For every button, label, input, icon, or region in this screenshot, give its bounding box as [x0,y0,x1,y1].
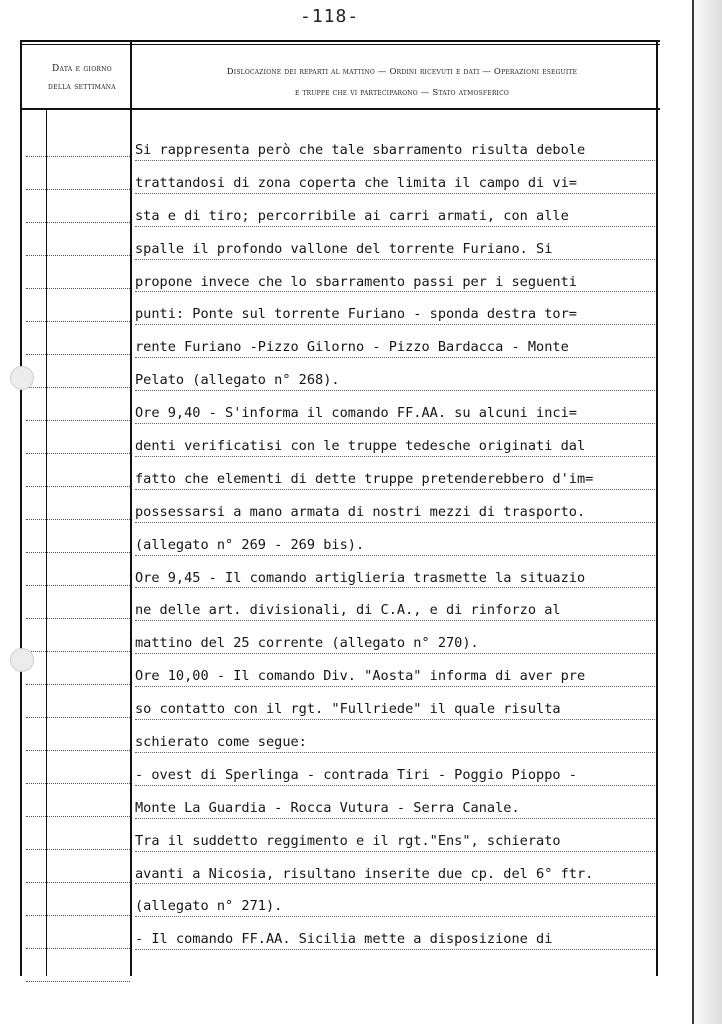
text-line-content: sta e di tiro; percorribile ai carri armati, con alle [135,207,569,224]
text-line-content: possessarsi a mano armata di nostri mezzi di trasporto. [135,503,586,520]
text-line-content: Tra il suddetto reggimento e il rgt."Ens", schierato [135,832,561,849]
text-line-content: ne delle art. divisionali, di C.A., e di rinforzo al [135,602,561,619]
text-line [135,693,655,726]
left-column-rule [26,882,130,883]
text-line [135,660,655,693]
text-line-content: trattandosi di zona coperta che limita il campo di vi= [135,174,577,191]
text-line [135,167,655,200]
text-line [135,331,655,364]
left-column-rule [26,354,130,355]
text-line [135,430,655,463]
text-line [135,463,655,496]
text-line [135,529,655,562]
left-column-rule [26,321,130,322]
left-column-rule [26,783,130,784]
text-line-content: Pelato (allegato n° 268). [135,372,340,389]
left-column-rule [26,948,130,949]
text-line [135,266,655,299]
left-column-rule [26,684,130,685]
left-column-rule [26,849,130,850]
left-column-rule [26,387,130,388]
left-column-rule [26,288,130,289]
frame-top-border [20,40,660,42]
left-column-rule [26,552,130,553]
header-date-line1: Data e giorno [52,64,112,74]
text-line [135,726,655,759]
left-column-rule [26,816,130,817]
text-line [135,200,655,233]
text-line [135,858,655,891]
punch-hole-upper [10,366,34,390]
text-line [135,594,655,627]
text-line [135,890,655,923]
text-line [135,825,655,858]
left-column-rule [26,189,130,190]
text-line-content: - Il comando FF.AA. Sicilia mette a disposizione di [135,931,553,948]
text-line [135,397,655,430]
left-column-rule [26,618,130,619]
left-column-rule [26,519,130,520]
left-column-rule [26,255,130,256]
text-line [135,562,655,595]
header-content-line2: e truppe che vi parteciparono — Stato atmosferico [294,88,510,98]
left-column-rule [26,420,130,421]
text-line-content: Ore 9,45 - Il comando artiglieria trasmette la situazio [135,569,586,586]
page-number: -118- [300,6,360,27]
frame-top-inner-border [20,44,660,45]
column-separator [130,40,132,976]
text-line-content: spalle il profondo vallone del torrente Furiano. Si [135,240,553,257]
text-line [135,298,655,331]
text-line-content: avanti a Nicosia, risultano inserite due cp. del 6° ftr. [135,865,594,882]
left-column-rule [26,585,130,586]
left-column-rule [26,981,130,982]
text-line-content: fatto che elementi di dette truppe pretenderebbero d'im= [135,470,594,487]
text-line-content: so contatto con il rgt. "Fullriede" il quale risulta [135,701,561,718]
left-column-rule [26,222,130,223]
header-date-column [22,60,142,96]
text-line [135,233,655,266]
header-content-column [150,62,654,104]
header-separator [20,108,660,110]
left-column-rule [26,651,130,652]
page-edge-line [692,0,694,1024]
left-column-rule [26,486,130,487]
text-line-content: - ovest di Sperlinga - contrada Tiri - Poggio Pioppo - [135,766,577,783]
text-line [135,627,655,660]
left-column-rule [26,156,130,157]
body-text [135,134,655,956]
left-column-rule [26,717,130,718]
left-column-rule [26,453,130,454]
text-line-content: punti: Ponte sul torrente Furiano - sponda destra tor= [135,306,577,323]
text-line [135,759,655,792]
left-column-rules [26,156,130,976]
text-line-content: mattino del 25 corrente (allegato n° 270). [135,635,479,652]
text-line-content: denti verificatisi con le truppe tedesche originati dal [135,438,586,455]
header-content-line1: Dislocazione dei reparti al mattino — Ordini ricevuti e dati — Operazioni eseguite [226,67,578,77]
text-line [135,792,655,825]
frame-right-border [656,40,658,976]
frame-left-border [20,40,22,976]
text-line-content: rente Furiano -Pizzo Gilorno - Pizzo Bardacca - Monte [135,339,569,356]
text-line [135,364,655,397]
text-line-content: Ore 9,40 - S'informa il comando FF.AA. su alcuni inci= [135,405,577,422]
text-line-content: (allegato n° 269 - 269 bis). [135,536,365,553]
left-column-rule [26,915,130,916]
ledger-sheet [20,40,660,976]
text-line-content: (allegato n° 271). [135,898,283,915]
text-line-content: Si rappresenta però che tale sbarramento risulta debole [135,142,586,158]
header-date-line2: della settimana [48,82,116,92]
left-column-rule [26,750,130,751]
text-line [135,134,655,167]
text-line-content: Ore 10,00 - Il comando Div. "Aosta" informa di aver pre [135,668,586,685]
text-line [135,923,655,956]
text-line-content: propone invece che lo sbarramento passi per i seguenti [135,273,577,290]
text-line-content: schierato come segue: [135,734,307,751]
punch-hole-lower [10,648,34,672]
text-line [135,496,655,529]
text-line-content: Monte La Guardia - Rocca Vutura - Serra Canale. [135,799,520,816]
